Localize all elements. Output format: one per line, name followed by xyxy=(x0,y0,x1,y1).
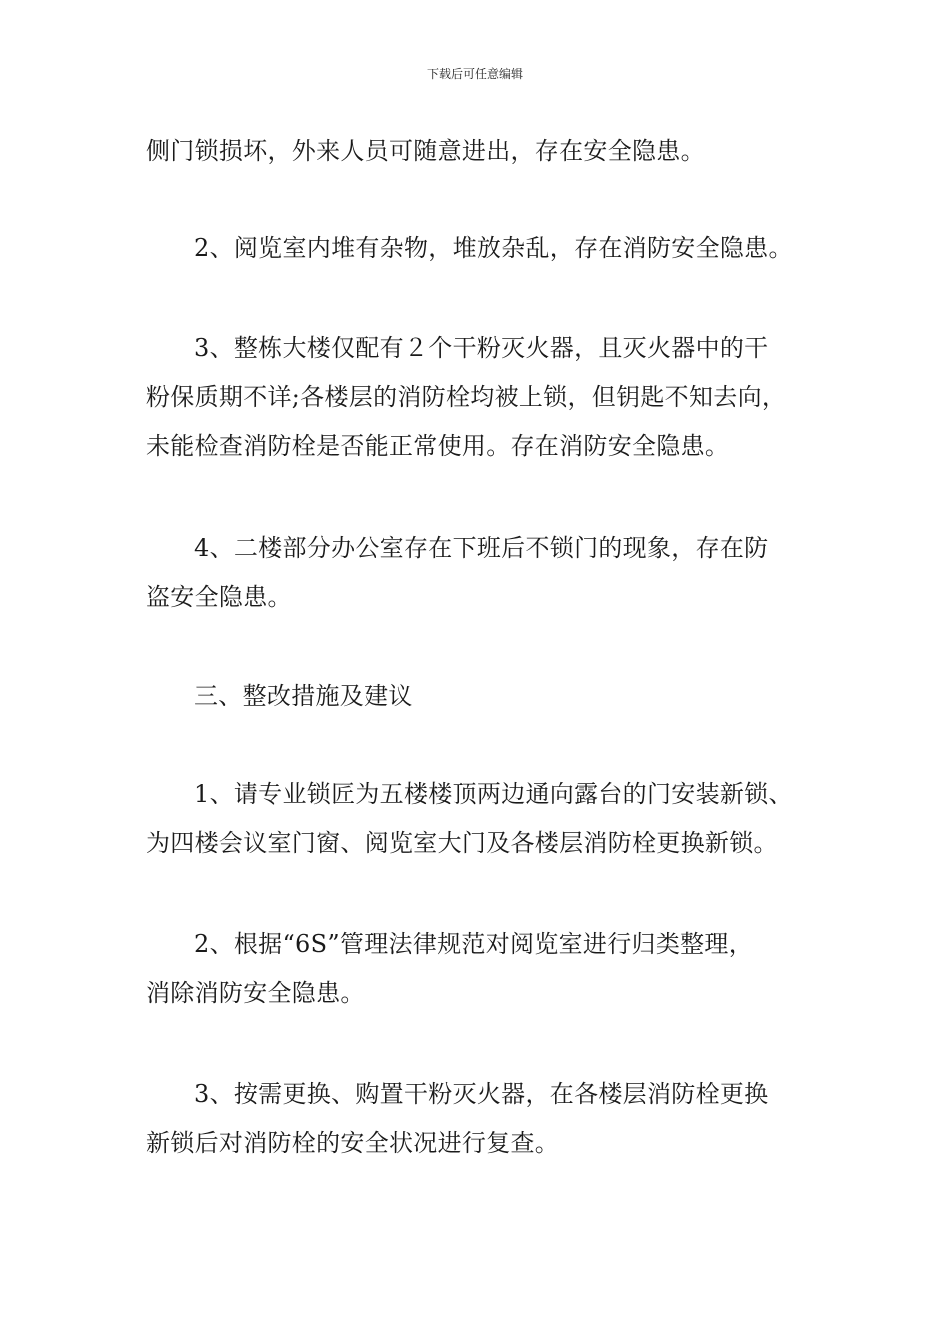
text-line: 消除消防安全隐患。 xyxy=(146,979,365,1007)
text-line: 新锁后对消防栓的安全状况进行复查。 xyxy=(146,1129,560,1157)
paragraph-measure-3-extinguishers xyxy=(146,1070,826,1168)
page-header: 下载后可任意编辑 xyxy=(426,67,523,81)
paragraph-measure-1-locks xyxy=(146,770,826,868)
paragraph-item-3-extinguishers xyxy=(146,324,826,471)
paragraph-measure-2-6s xyxy=(146,920,826,1018)
text-line: 盗安全隐患。 xyxy=(146,583,292,611)
text-line: 3、整栋大楼仅配有２个干粉灭火器，且灭火器中的干 xyxy=(194,334,769,362)
paragraph-item-4-offices xyxy=(146,524,826,622)
text-line: 为四楼会议室门窗、阅览室大门及各楼层消防栓更换新锁。 xyxy=(146,829,778,857)
text-line: 侧门锁损坏，外来人员可随意进出，存在安全隐患。 xyxy=(146,137,705,165)
text-line: 4、二楼部分办公室存在下班后不锁门的现象，存在防 xyxy=(194,534,769,562)
section-heading-rectification xyxy=(146,672,826,721)
text-line: 粉保质期不详;各楼层的消防栓均被上锁，但钥匙不知去向， xyxy=(146,383,787,411)
paragraph-item-2-reading-room xyxy=(146,224,826,273)
text-line: 2、阅览室内堆有杂物，堆放杂乱，存在消防安全隐患。 xyxy=(194,234,793,262)
text-line: 2、根据“6S”管理法律规范对阅览室进行归类整理， xyxy=(194,930,754,958)
text-line: 1、请专业锁匠为五楼楼顶两边通向露台的门安装新锁、 xyxy=(194,780,793,808)
paragraph-side-door xyxy=(146,127,826,176)
text-line: 3、按需更换、购置干粉灭火器，在各楼层消防栓更换 xyxy=(194,1080,769,1108)
text-line: 三、整改措施及建议 xyxy=(194,682,413,710)
text-line: 未能检查消防栓是否能正常使用。存在消防安全隐患。 xyxy=(146,432,730,460)
